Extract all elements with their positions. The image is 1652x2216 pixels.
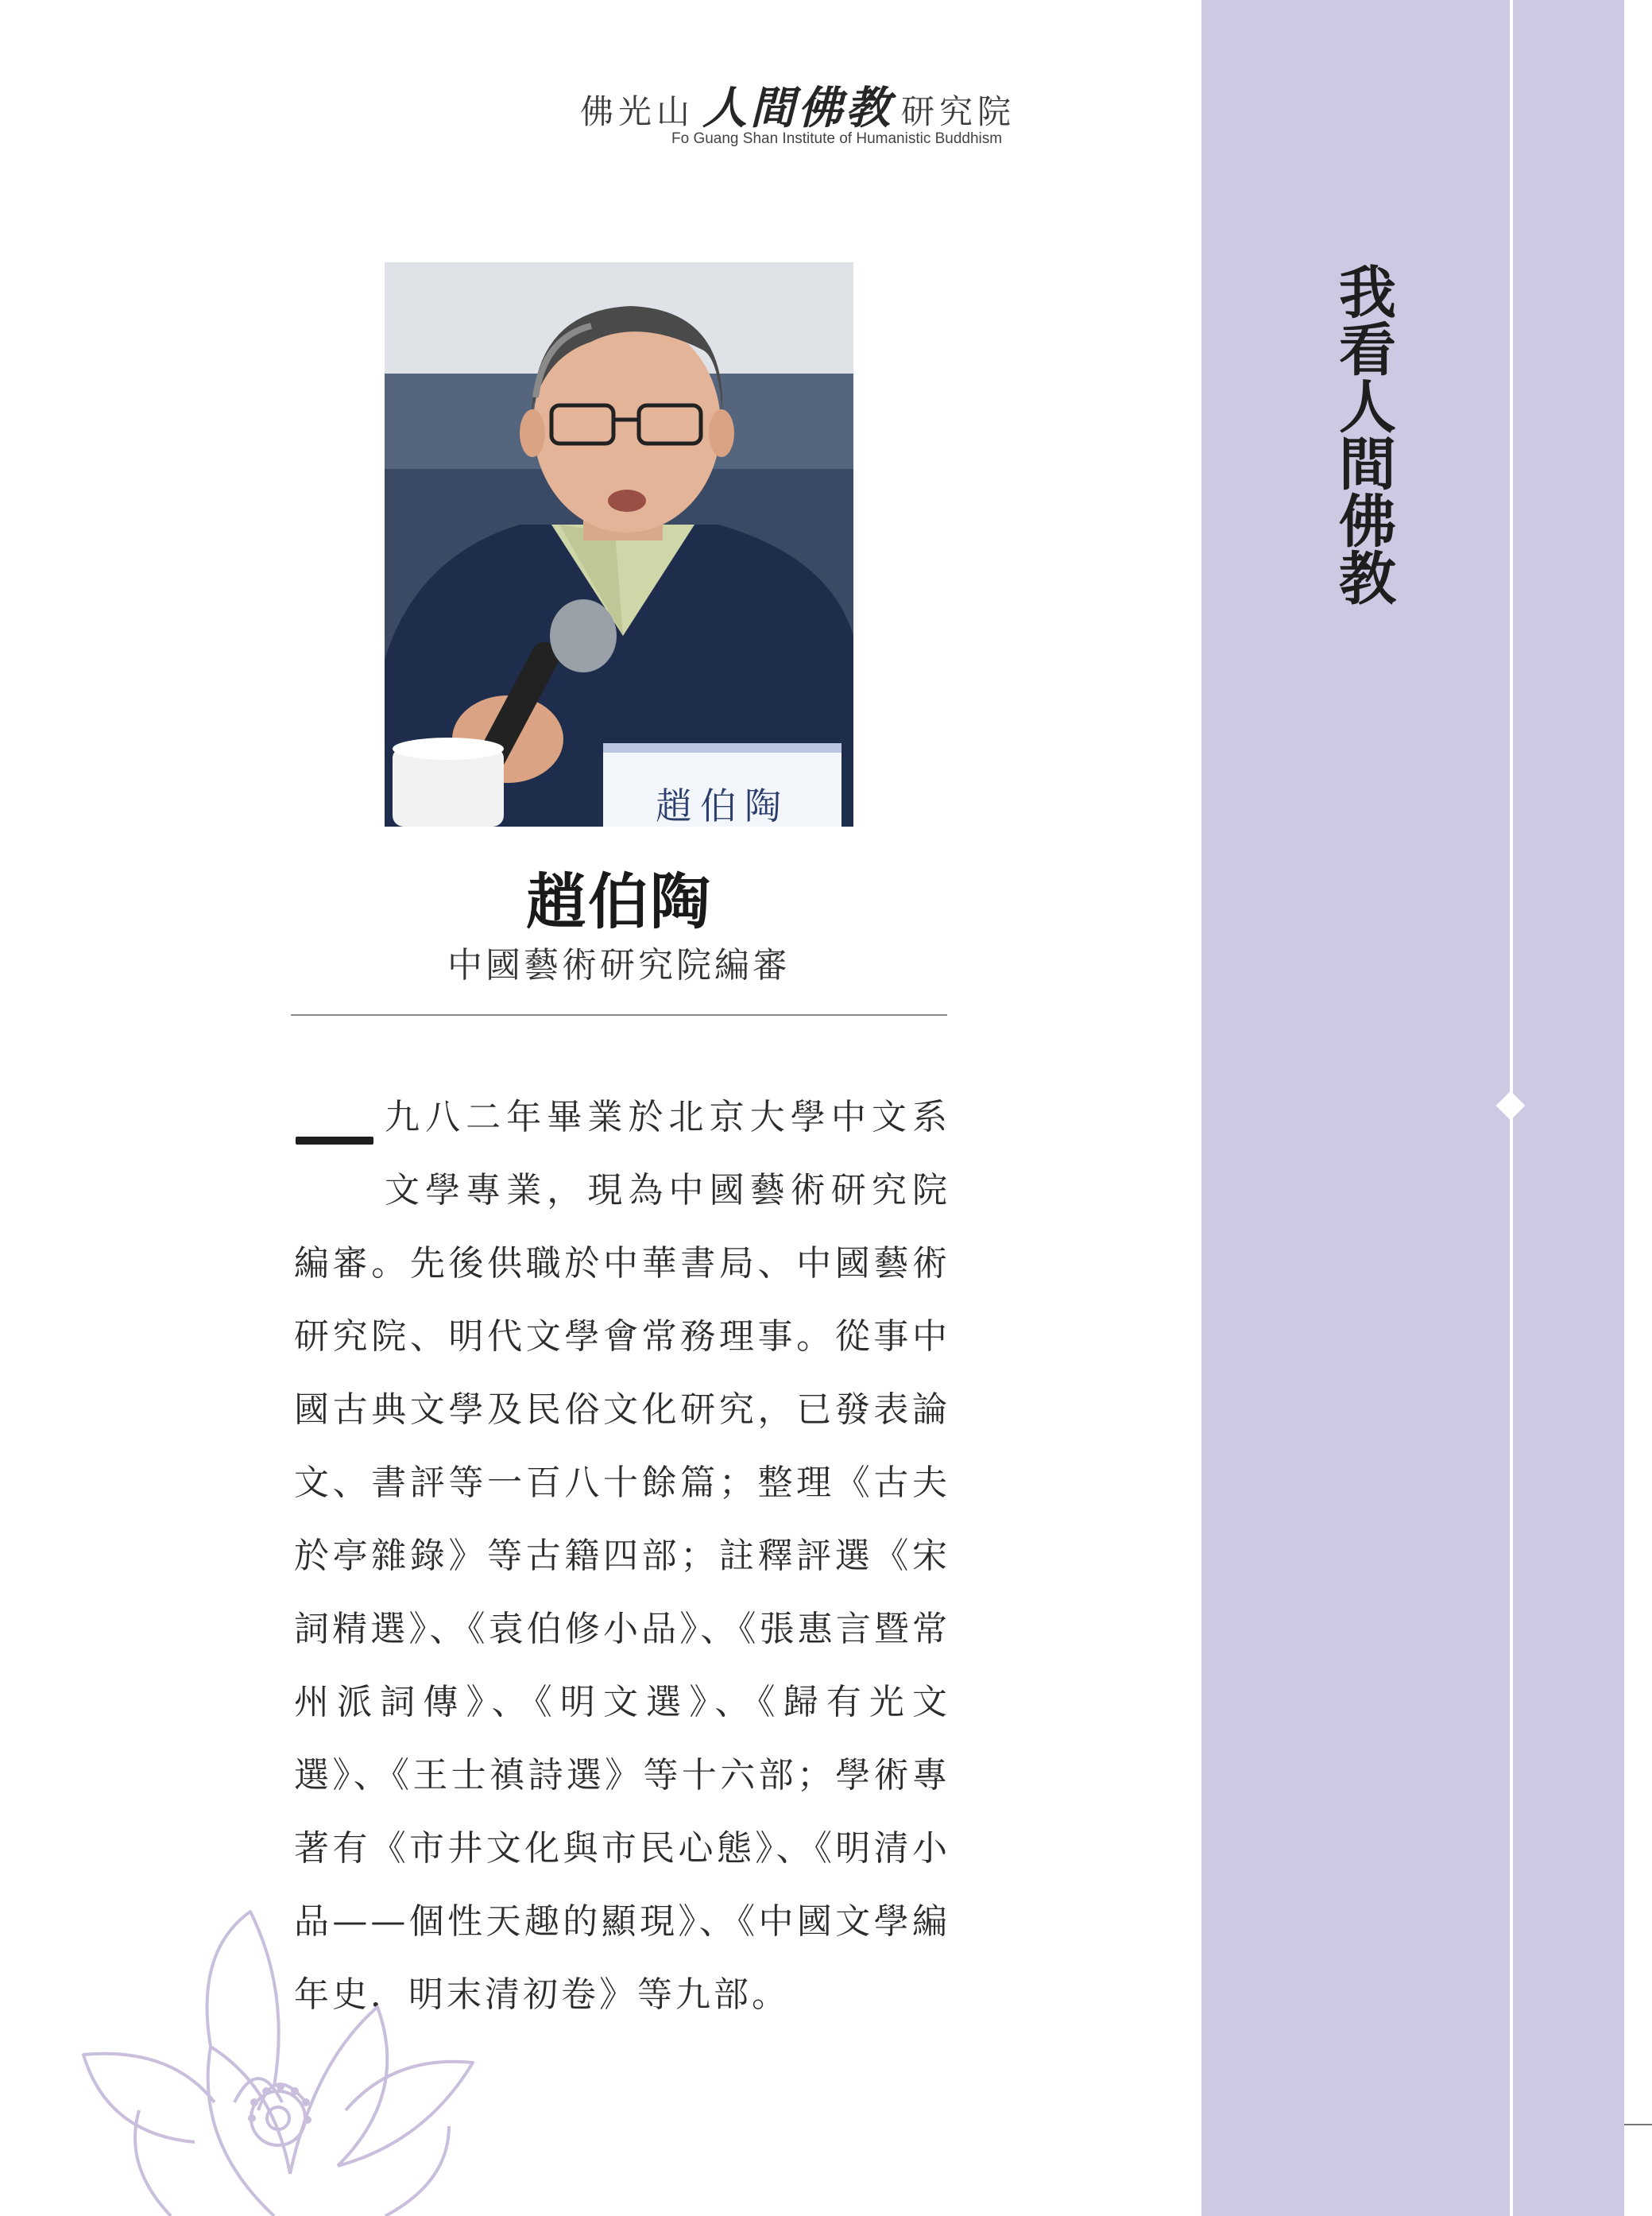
logo-script: 人間佛教 — [702, 82, 894, 134]
logo-english: Fo Guang Shan Institute of Humanistic Buddhism — [671, 130, 1003, 147]
logo-chinese — [580, 73, 1016, 137]
person-title: 中國藝術研究院編審 — [447, 945, 791, 986]
divider — [291, 1014, 947, 1016]
person-name: 趙伯陶 — [526, 866, 712, 937]
portrait-illustration — [385, 262, 853, 827]
nameplate-text: 趙伯陶 — [656, 785, 789, 827]
section-title: 我看人間佛教 — [1329, 262, 1397, 606]
side-band — [1201, 0, 1624, 2216]
lotus-icon — [75, 1904, 489, 2216]
logo-prefix: 佛光山 — [580, 92, 695, 131]
dropcap — [294, 1081, 377, 1200]
profile-heading — [291, 862, 947, 990]
page-edge-tick — [1624, 2124, 1652, 2125]
dropcap-stroke — [296, 1137, 373, 1145]
bio-paragraph — [294, 1081, 950, 2032]
institute-logo — [580, 73, 1057, 153]
bio-text: 九八二年畢業於北京大學中文系文學專業，現為中國藝術研究院編審。先後供職於中華書局、中國藝術研究院、明代文學會常務理事。從事中國古典文學及民俗文化研究，已發表論文、書評等一百八十餘篇；整理《古夫於亭雜錄》等古籍四部；註釋評選《宋詞精選》、《袁伯修小品》、《張惠言暨常州派詞傳》、《明文選》、《歸有光文選》、《王士禛詩選》等十六部；學術專著有《市井文化與市民心態》、《明清小品——個性天趣的顯現》、《中國文學編年史．明末清初卷》等九部。 — [294, 1097, 950, 2015]
portrait-photo — [385, 262, 853, 827]
logo-suffix: 研究院 — [901, 92, 1016, 131]
